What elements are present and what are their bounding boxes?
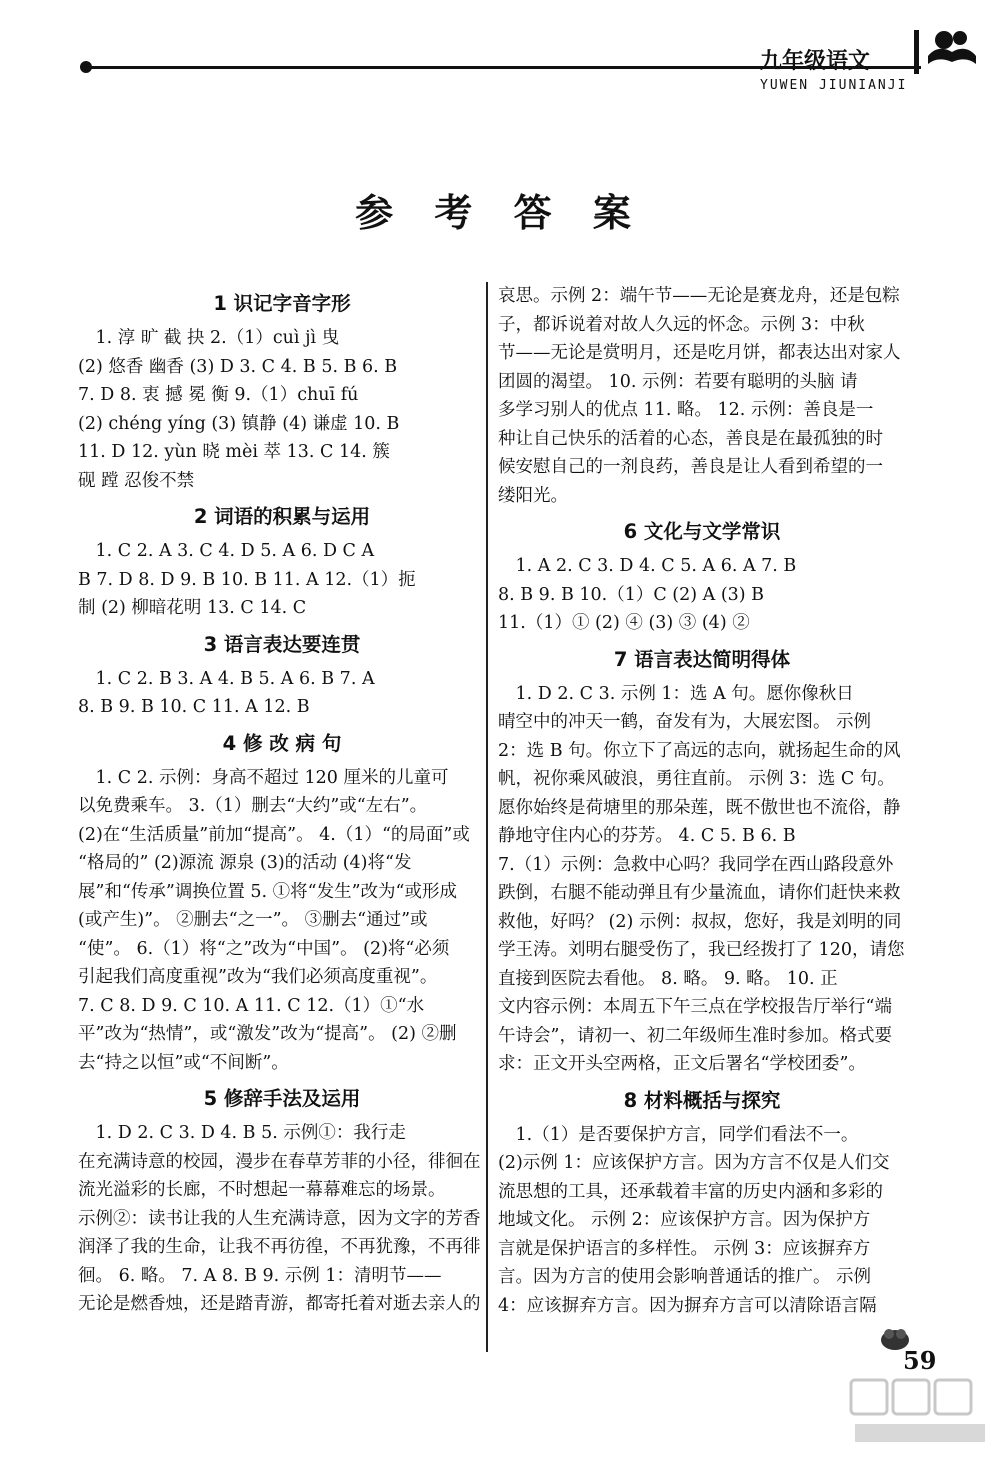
answer-line: 润泽了我的生命，让我不再彷徨，不再犹豫，不再徘 <box>78 1237 481 1257</box>
page-number: 59 <box>903 1346 937 1375</box>
answer-line: “格局的” (2)源流 源泉 (3)的活动 (4)将“发 <box>78 853 412 873</box>
answer-line: (2) 悠香 幽香 (3) D 3. C 4. B 5. B 6. B <box>78 356 398 377</box>
answer-line: 帆，祝你乘风破浪，勇往直前。 示例 3：选 C 句。 <box>498 769 895 789</box>
section-heading: 2 词语的积累与运用 <box>193 505 371 528</box>
answer-line: (2)在“生活质量”前加“提高”。 4.（1）“的局面”或 <box>78 824 470 845</box>
answer-line: 救他，好吗？ (2) 示例：叔叔，您好，我是刘明的同 <box>498 911 902 932</box>
answer-line: 节——无论是赏明月，还是吃月饼，都表达出对家人 <box>498 343 901 363</box>
answer-line: 去“持之以恒”或“不间断”。 <box>78 1052 289 1073</box>
answer-line: (2) chéng yíng (3) 镇静 (4) 谦虚 10. B <box>78 413 400 434</box>
answer-line: 种让自己快乐的活着的心态，善良是在最孤独的时 <box>498 428 883 449</box>
section-heading: 7 语言表达简明得体 <box>613 647 791 671</box>
answer-line: 流光溢彩的长廊，不时想起一幕幕难忘的场景。 <box>78 1180 446 1200</box>
answer-line: B 7. D 8. D 9. B 10. B 11. A 12.（1）扼 <box>78 569 416 590</box>
header-grade: 九年级语文 <box>760 49 871 74</box>
reading-logo-icon <box>924 26 980 70</box>
section-heading: 3 语言表达要连贯 <box>203 632 361 656</box>
answer-line: 求：正文开头空两格，正文后署名“学校团委”。 <box>498 1054 866 1074</box>
answer-line: 以免费乘车。 3.（1）删去“大约”或“左右”。 <box>78 796 428 816</box>
column-divider <box>486 282 488 1352</box>
answer-line: 1. D 2. C 3. 示例 1：选 A 句。愿你像秋日 <box>498 683 854 704</box>
answer-line: 言就是保护语言的多样性。 示例 3：应该摒弃方 <box>498 1238 871 1259</box>
answer-line: 4：应该摒弃方言。因为摒弃方言可以清除语言隔 <box>498 1295 877 1316</box>
section-heading: 4 修 改 病 句 <box>222 731 342 755</box>
answer-line: 展”和“传承”调换位置 5. ①将“发生”改为“或形成 <box>78 881 458 902</box>
answer-line: 1. C 2. A 3. C 4. D 5. A 6. D C A <box>78 541 375 561</box>
answer-line: 言。因为方言的使用会影响普通话的推广。 示例 <box>498 1267 872 1287</box>
answer-line: 跌倒，右腿不能动弹且有少量流血，请你们赶快来救 <box>498 883 901 903</box>
section-heading: 1 识记字音字形 <box>213 292 351 315</box>
right-column <box>498 282 906 1320</box>
answer-line: 1. D 2. C 3. D 4. B 5. 示例①：我行走 <box>78 1123 406 1143</box>
answer-line: 学王涛。刘明右腿受伤了，我已经拨打了 120，请您 <box>498 940 905 960</box>
answer-line: 午诗会”，请初一、初二年级师生准时参加。格式要 <box>498 1025 892 1046</box>
answer-line: 愿你始终是荷塘里的那朵莲，既不傲世也不流俗，静 <box>498 797 901 818</box>
answer-line: 11.（1）① (2) ④ (3) ③ (4) ② <box>498 613 750 633</box>
answer-line: 多学习别人的优点 11. 略。 12. 示例：善良是一 <box>498 400 874 420</box>
answer-line: 1. A 2. C 3. D 4. C 5. A 6. A 7. B <box>498 556 797 576</box>
section-heading: 6 文化与文学常识 <box>623 520 781 543</box>
answer-line: 候安慰自己的一剂良药，善良是让人看到希望的一 <box>498 457 883 477</box>
answer-line: 地域文化。 示例 2：应该保护方言。因为保护方 <box>498 1210 871 1230</box>
answer-line: 在充满诗意的校园，漫步在春草芳菲的小径，徘徊在 <box>78 1151 481 1172</box>
answer-line: “使”。 6.（1）将“之”改为“中国”。 (2)将“必须 <box>78 938 450 959</box>
answer-line: 制 (2) 柳暗花明 13. C 14. C <box>78 598 307 618</box>
answer-line: 引起我们高度重视”改为“我们必须高度重视”。 <box>78 967 438 987</box>
answer-line: (2)示例 1：应该保护方言。因为方言不仅是人们交 <box>498 1153 890 1173</box>
header-bar <box>914 30 919 74</box>
answer-line: 11. D 12. yùn 晓 mèi 萃 13. C 14. 簇 <box>78 442 390 462</box>
answer-line: 文内容示例：本周五下午三点在学校报告厅举行“端 <box>498 997 892 1017</box>
answer-line: 7. C 8. D 9. C 10. A 11. C 12.（1）①“水 <box>78 995 425 1016</box>
answer-line: 流思想的工具，还承载着丰富的历史内涵和多彩的 <box>498 1181 883 1202</box>
answer-line: 砚 蹚 忍俊不禁 <box>78 470 195 491</box>
answer-line: 7.（1）示例：急救中心吗？我同学在西山路段意外 <box>498 854 894 875</box>
answer-line: 示例②：读书让我的人生充满诗意，因为文字的芳香 <box>78 1208 481 1229</box>
answer-line: 无论是燃香烛，还是踏青游，都寄托着对逝去亲人的 <box>78 1294 481 1314</box>
answer-line: 静地守住内心的芬芳。 4. C 5. B 6. B <box>498 826 796 846</box>
answer-line: 8. B 9. B 10. C 11. A 12. B <box>78 697 310 717</box>
answer-line: 8. B 9. B 10.（1）C (2) A (3) B <box>498 584 765 605</box>
answer-line: 1.（1）是否要保护方言，同学们看法不一。 <box>498 1124 859 1145</box>
answer-line: 2：选 B 句。你立下了高远的志向，就扬起生命的风 <box>498 740 901 761</box>
page-title: 参 考 答 案 <box>355 191 645 235</box>
header-subtitle: YUWEN JIUNIANJI <box>760 78 908 93</box>
answer-line: 哀思。示例 2：端午节——无论是赛龙舟，还是包粽 <box>498 286 900 306</box>
section-heading: 8 材料概括与探究 <box>623 1088 781 1112</box>
left-column <box>78 282 486 1319</box>
answer-line: 1. C 2. B 3. A 4. B 5. A 6. B 7. A <box>78 668 375 689</box>
answer-line: 徊。 6. 略。 7. A 8. B 9. 示例 1：清明节—— <box>78 1265 442 1286</box>
answer-line: 直接到医院去看他。 8. 略。 9. 略。 10. 正 <box>498 968 838 989</box>
answer-line: 平”改为“热情”，或“激发”改为“提高”。 (2) ②删 <box>78 1024 457 1044</box>
answer-line: 1. 淳 旷 截 抉 2.（1）cuì jì 曳 <box>78 328 340 348</box>
section-heading: 5 修辞手法及运用 <box>203 1087 361 1110</box>
answer-line: 7. D 8. 衷 撼 冕 衡 9.（1）chuī fú <box>78 385 359 405</box>
answer-line: 团圆的渴望。 10. 示例：若要有聪明的头脑 请 <box>498 371 858 392</box>
answer-line: 缕阳光。 <box>498 485 568 506</box>
answer-line: 晴空中的冲天一鹤，奋发有为，大展宏图。 示例 <box>498 712 872 732</box>
watermark-logo <box>845 1374 995 1454</box>
answer-line: (或产生)”。 ②删去“之一”。 ③删去“通过”或 <box>78 910 428 930</box>
answer-line: 1. C 2. 示例：身高不超过 120 厘米的儿童可 <box>78 767 449 788</box>
answer-line: 子，都诉说着对故人久远的怀念。示例 3：中秋 <box>498 314 865 335</box>
